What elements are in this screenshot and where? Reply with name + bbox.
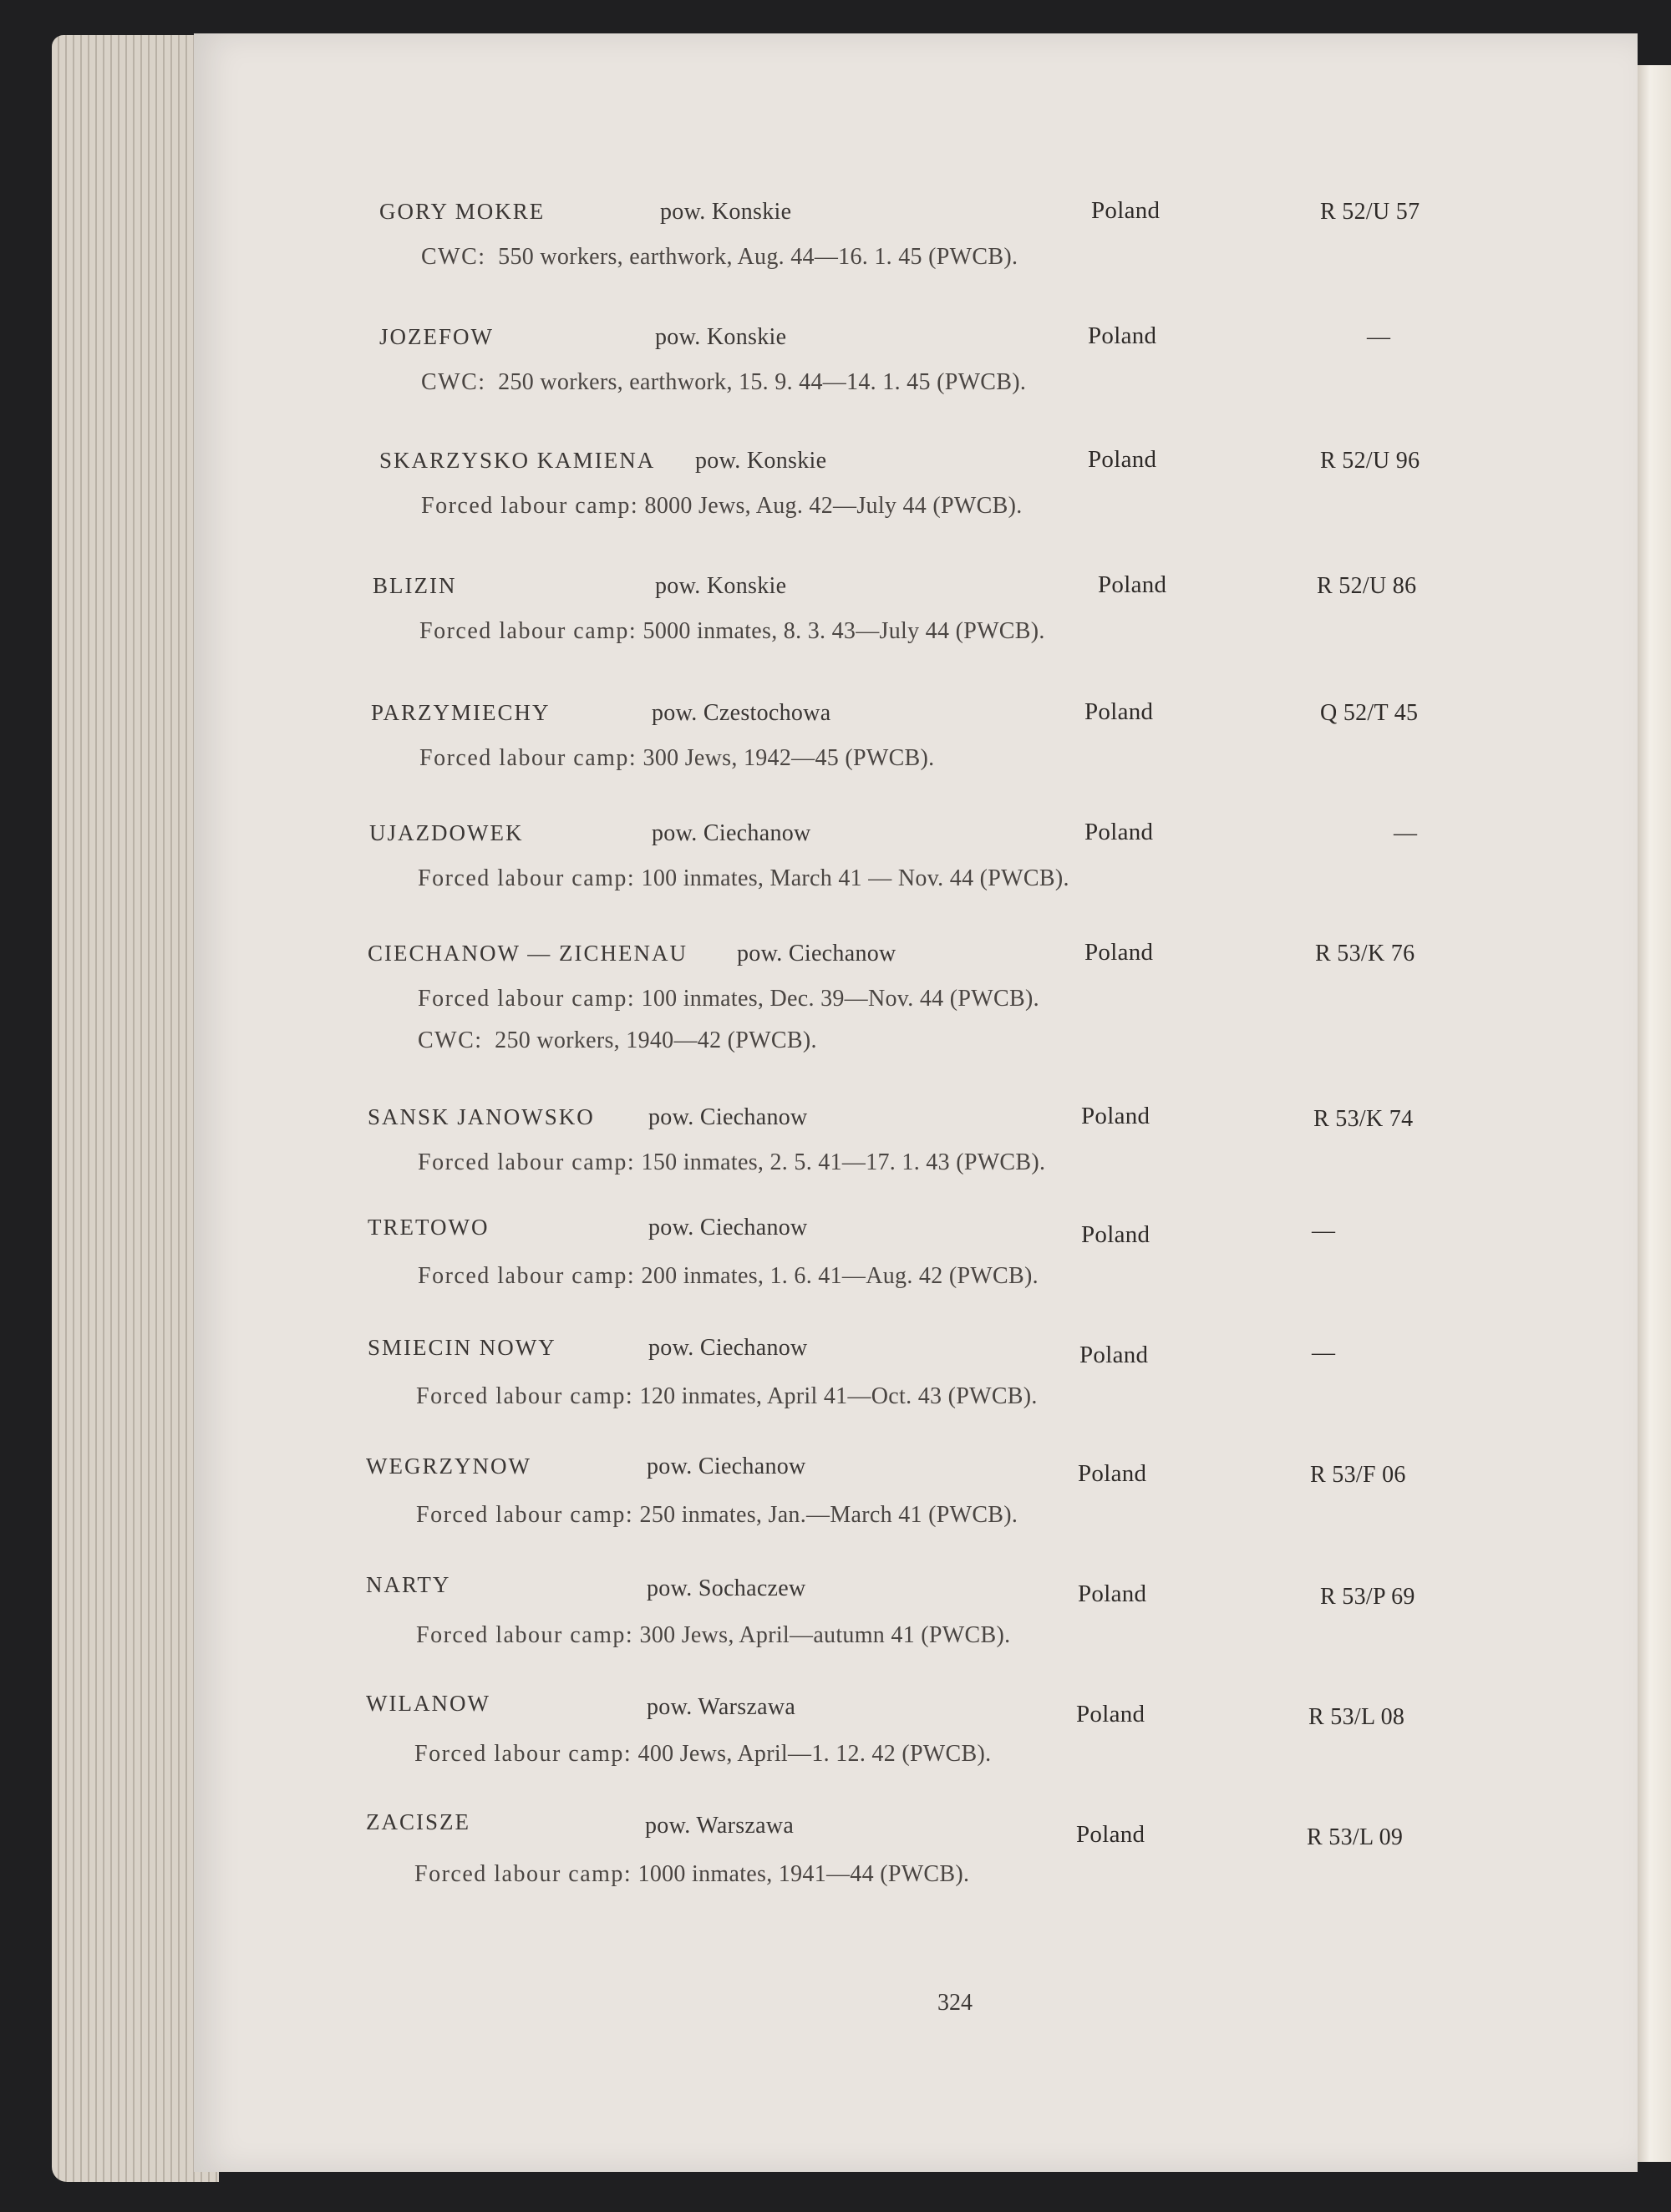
entry-detail xyxy=(418,986,1039,1012)
district: pow. Konskie xyxy=(655,324,787,350)
district: pow. Ciechanow xyxy=(648,1335,808,1361)
district: pow. Konskie xyxy=(660,199,792,225)
place-name: TRETOWO xyxy=(368,1215,490,1240)
entry-detail xyxy=(421,244,1018,271)
detail-label: Forced labour camp: xyxy=(419,745,637,771)
place-name: BLIZIN xyxy=(373,573,457,598)
country: Poland xyxy=(1098,571,1167,598)
detail-text: 300 Jews, 1942—45 (PWCB). xyxy=(642,745,935,771)
detail-label: Forced labour camp: xyxy=(416,1502,634,1528)
place-name: SMIECIN NOWY xyxy=(368,1335,556,1360)
district: pow. Konskie xyxy=(695,448,827,474)
district: pow. Warszawa xyxy=(647,1694,796,1720)
detail-text: 100 inmates, March 41 — Nov. 44 (PWCB). xyxy=(641,865,1069,891)
detail-label: Forced labour camp: xyxy=(418,865,636,891)
entry-detail xyxy=(419,745,934,772)
country: Poland xyxy=(1084,939,1154,966)
entry-detail xyxy=(418,865,1069,892)
country: Poland xyxy=(1084,698,1154,725)
map-reference: — xyxy=(1312,1218,1336,1244)
detail-text: 250 workers, earthwork, 15. 9. 44—14. 1. 45 (PWCB). xyxy=(498,369,1027,395)
book-page xyxy=(194,33,1638,2172)
detail-label: Forced labour camp: xyxy=(414,1741,632,1767)
country: Poland xyxy=(1088,322,1157,349)
place-name: SANSK JANOWSKO xyxy=(368,1104,595,1129)
map-reference: — xyxy=(1367,324,1391,350)
place-name: JOZEFOW xyxy=(379,324,494,349)
entry-detail xyxy=(416,1383,1038,1410)
map-reference: — xyxy=(1394,820,1418,846)
detail-label: Forced labour camp: xyxy=(416,1383,634,1409)
entry-detail xyxy=(414,1861,969,1888)
map-reference: R 53/L 09 xyxy=(1307,1824,1404,1850)
place-name: WILANOW xyxy=(366,1691,490,1716)
entry-detail xyxy=(418,1149,1045,1176)
country: Poland xyxy=(1091,197,1161,224)
detail-label: Forced labour camp: xyxy=(418,1149,636,1175)
map-reference: R 53/F 06 xyxy=(1310,1462,1406,1488)
district: pow. Ciechanow xyxy=(648,1215,808,1240)
map-reference: — xyxy=(1312,1340,1336,1366)
map-reference: R 53/L 08 xyxy=(1308,1704,1405,1730)
map-reference: R 52/U 96 xyxy=(1320,448,1420,474)
map-reference: R 52/U 86 xyxy=(1317,573,1417,599)
district: pow. Sochaczew xyxy=(647,1575,806,1601)
place-name: PARZYMIECHY xyxy=(371,700,551,725)
country: Poland xyxy=(1076,1701,1145,1727)
map-reference: R 53/P 69 xyxy=(1320,1584,1415,1610)
detail-label: Forced labour camp: xyxy=(421,493,639,519)
detail-text: 200 inmates, 1. 6. 41—Aug. 42 (PWCB). xyxy=(641,1263,1039,1289)
district: pow. Czestochowa xyxy=(652,700,831,726)
detail-label: Forced labour camp: xyxy=(419,618,637,644)
book-right-edge xyxy=(1636,65,1671,2162)
map-reference: Q 52/T 45 xyxy=(1320,700,1419,726)
district: pow. Ciechanow xyxy=(647,1454,806,1479)
country: Poland xyxy=(1084,819,1154,845)
map-reference: R 52/U 57 xyxy=(1320,199,1420,225)
country: Poland xyxy=(1078,1580,1147,1607)
detail-text: 120 inmates, April 41—Oct. 43 (PWCB). xyxy=(639,1383,1038,1409)
detail-text: 150 inmates, 2. 5. 41—17. 1. 43 (PWCB). xyxy=(641,1149,1046,1175)
detail-label: Forced labour camp: xyxy=(418,986,636,1012)
country: Poland xyxy=(1079,1342,1149,1368)
detail-label: CWC: xyxy=(421,369,486,395)
district: pow. Warszawa xyxy=(645,1813,795,1839)
map-reference: R 53/K 76 xyxy=(1315,941,1415,966)
entry-detail xyxy=(416,1622,1010,1649)
detail-text: 1000 inmates, 1941—44 (PWCB). xyxy=(637,1861,970,1887)
country: Poland xyxy=(1081,1221,1150,1248)
place-name: NARTY xyxy=(366,1572,451,1597)
place-name: SKARZYSKO KAMIENA xyxy=(379,448,656,473)
detail-text: 400 Jews, April—1. 12. 42 (PWCB). xyxy=(637,1741,992,1767)
entry-detail xyxy=(419,618,1045,645)
detail-text: 250 inmates, Jan.—March 41 (PWCB). xyxy=(639,1502,1018,1528)
entry-detail xyxy=(414,1741,991,1768)
place-name: CIECHANOW — ZICHENAU xyxy=(368,941,688,966)
entry-detail xyxy=(416,1502,1018,1529)
detail-text: 100 inmates, Dec. 39—Nov. 44 (PWCB). xyxy=(641,986,1039,1012)
district: pow. Ciechanow xyxy=(648,1104,808,1130)
entry-detail xyxy=(421,493,1023,520)
entry-detail xyxy=(418,1027,817,1054)
place-name: UJAZDOWEK xyxy=(369,820,524,845)
country: Poland xyxy=(1076,1821,1145,1848)
entry-detail xyxy=(421,369,1026,396)
detail-label: Forced labour camp: xyxy=(414,1861,632,1887)
detail-text: 550 workers, earthwork, Aug. 44—16. 1. 45 (PWCB). xyxy=(498,244,1018,270)
map-reference: R 53/K 74 xyxy=(1313,1106,1414,1132)
country: Poland xyxy=(1078,1460,1147,1487)
detail-text: 300 Jews, April—autumn 41 (PWCB). xyxy=(639,1622,1011,1648)
entry-detail xyxy=(418,1263,1039,1290)
district: pow. Konskie xyxy=(655,573,787,599)
detail-text: 8000 Jews, Aug. 42—July 44 (PWCB). xyxy=(644,493,1023,519)
district: pow. Ciechanow xyxy=(737,941,896,966)
detail-label: Forced labour camp: xyxy=(418,1263,636,1289)
country: Poland xyxy=(1081,1103,1150,1129)
detail-label: CWC: xyxy=(418,1027,483,1053)
page-number: 324 xyxy=(937,1990,973,2016)
place-name: GORY MOKRE xyxy=(379,199,546,224)
country: Poland xyxy=(1088,446,1157,473)
detail-text: 5000 inmates, 8. 3. 43—July 44 (PWCB). xyxy=(642,618,1045,644)
detail-text: 250 workers, 1940—42 (PWCB). xyxy=(495,1027,817,1053)
place-name: WEGRZYNOW xyxy=(366,1454,531,1479)
district: pow. Ciechanow xyxy=(652,820,811,846)
detail-label: CWC: xyxy=(421,244,486,270)
detail-label: Forced labour camp: xyxy=(416,1622,634,1648)
place-name: ZACISZE xyxy=(366,1809,470,1834)
